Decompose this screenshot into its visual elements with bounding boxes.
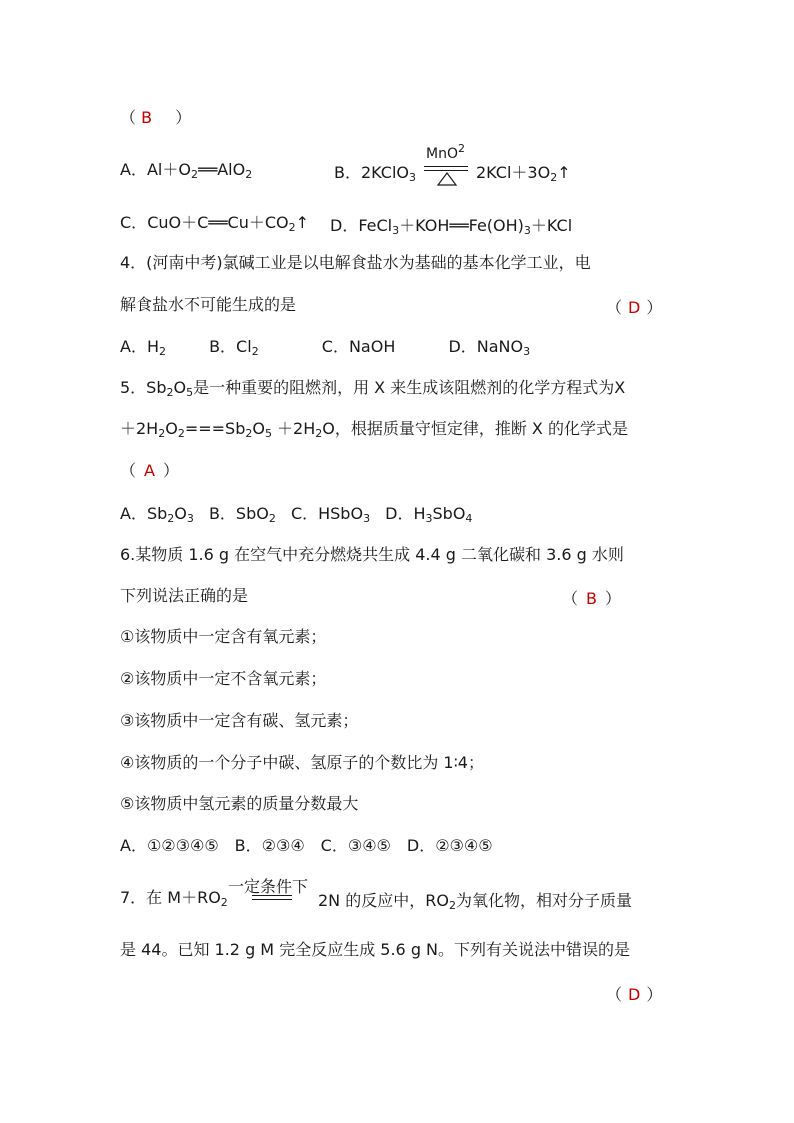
q5-stem-line1	[120, 378, 625, 398]
option-d: D．H	[385, 504, 426, 523]
subscript: 2	[245, 427, 253, 440]
paren-open: （	[606, 985, 623, 1004]
q4-stem-line1: 4．(河南中考)氯碱工业是以电解食盐水为基础的基本化学工业，电	[120, 253, 591, 272]
q7-condition: 一定条件下	[228, 877, 309, 896]
stem-text: ===Sb	[184, 419, 246, 438]
q3-option-b-product	[476, 160, 571, 183]
subscript: 2	[550, 171, 558, 184]
paren-open: （	[606, 298, 623, 317]
stem-text: 为氧化物，相对分子质量	[455, 891, 632, 910]
subscript: 2	[158, 345, 166, 358]
reaction-bar	[424, 166, 468, 167]
q3-option-d	[330, 213, 572, 236]
stem-text: O，根据质量守恒定律，推断 X 的化学式是	[322, 419, 628, 438]
q6-stem-line1: 6.某物质 1.6 g 在空气中充分燃烧共生成 4.4 g 二氧化碳和 3.6 g 水则	[120, 545, 624, 564]
subscript: 2	[190, 168, 198, 181]
subscript: 2	[220, 896, 228, 909]
subscript: 3	[523, 224, 531, 237]
formula-text: ══AlO	[197, 160, 246, 179]
q3-option-c	[120, 213, 309, 233]
q6-statement-1: ①该物质中一定含有氧元素；	[120, 627, 327, 646]
stem-text: 5．Sb	[120, 378, 167, 397]
paren-open: （	[562, 589, 579, 608]
formula-text: ＋KOH══Fe(OH)	[399, 216, 524, 235]
q4-answer	[606, 295, 662, 318]
q6-statement-4: ④该物质的一个分子中碳、氢原子的个数比为 1∶4；	[120, 753, 484, 772]
q3-condition-catalyst	[426, 142, 465, 162]
q5-stem-line2	[120, 419, 628, 439]
q7-stem-line1-right	[318, 888, 632, 911]
formula-text: 2KClO	[360, 163, 409, 182]
formula-text: O	[174, 504, 187, 523]
option-d: D．NaNO	[448, 337, 524, 356]
subscript: 2	[268, 512, 276, 525]
subscript: 2	[315, 427, 323, 440]
reaction-bar	[252, 899, 292, 900]
formula-text: 2KCl＋3O	[476, 163, 551, 182]
superscript: 2	[457, 142, 465, 155]
stem-text: 是一种重要的阻燃剂，用 X 来生成该阻燃剂的化学方程式为X	[193, 378, 626, 397]
formula-text: SbO	[432, 504, 466, 523]
subscript: 3	[392, 224, 400, 237]
subscript: 2	[288, 221, 296, 234]
subscript: 3	[186, 512, 194, 525]
q6-options: A．①②③④⑤ B．②③④ C．③④⑤ D．②③④⑤	[120, 836, 493, 855]
subscript: 3	[409, 171, 416, 184]
paren-open: （	[120, 108, 137, 127]
q6-stem-line2: 下列说法正确的是	[120, 586, 249, 605]
stem-text: 7．在 M＋RO	[120, 888, 221, 907]
option-a: A．Sb	[120, 504, 168, 523]
formula-text: ＋KCl	[530, 216, 573, 235]
q5-options	[120, 504, 472, 524]
subscript: 2	[167, 512, 175, 525]
stem-text: O	[252, 419, 265, 438]
subscript: 2	[448, 899, 456, 912]
q3-option-a	[120, 160, 252, 180]
answer-letter: B	[586, 589, 597, 608]
subscript: 5	[264, 427, 272, 440]
q7-stem-line1-left	[120, 888, 228, 908]
subscript: 4	[465, 512, 473, 525]
answer-letter: D	[628, 985, 641, 1004]
subscript: 2	[251, 345, 259, 358]
option-label: A．	[120, 160, 147, 179]
option-c: C．NaOH	[321, 337, 396, 356]
reaction-bar	[424, 170, 468, 171]
subscript: 2	[245, 168, 253, 181]
stem-text: 2N 的反应中，RO	[318, 891, 449, 910]
q5-answer	[120, 461, 179, 481]
option-label: B．	[334, 163, 361, 182]
q7-answer	[606, 982, 662, 1005]
option-label: D．	[330, 216, 359, 235]
stem-text: O	[173, 378, 187, 397]
formula-text: Al＋O	[146, 160, 191, 179]
stem-text: O	[165, 419, 178, 438]
q6-answer	[562, 586, 621, 609]
answer-letter: D	[628, 298, 641, 317]
heat-triangle-icon	[437, 172, 457, 186]
q6-statement-3: ③该物质中一定含有碳、氢元素；	[120, 711, 359, 730]
q7-stem-line2: 是 44。已知 1.2 g M 完全反应生成 5.6 g N。下列有关说法中错误的是	[120, 940, 631, 959]
subscript: 2	[158, 427, 166, 440]
subscript: 2	[166, 386, 174, 399]
answer-letter: A	[144, 461, 155, 480]
paren-close: ）	[605, 589, 622, 608]
q3-answer-line	[120, 108, 191, 128]
option-a: A．H	[120, 337, 159, 356]
option-label: C．	[120, 213, 148, 232]
paren-close: ）	[162, 461, 179, 480]
paren-close: ）	[646, 985, 663, 1004]
catalyst-text: MnO	[426, 146, 458, 162]
option-c: C．HSbO	[290, 504, 364, 523]
stem-text: ＋2H	[271, 419, 316, 438]
formula-text: CuO＋C══Cu＋CO	[147, 213, 289, 232]
arrow-up-icon: ↑	[557, 163, 571, 182]
subscript: 2	[177, 427, 185, 440]
subscript: 3	[363, 512, 371, 525]
subscript: 3	[523, 345, 531, 358]
option-b: B．SbO	[208, 504, 269, 523]
q4-stem-line2: 解食盐水不可能生成的是	[120, 295, 297, 314]
formula-text: FeCl	[358, 216, 393, 235]
q3-answer: B	[141, 108, 153, 127]
arrow-up-icon: ↑	[295, 213, 310, 232]
option-b: B．Cl	[209, 337, 252, 356]
subscript: 5	[186, 386, 194, 399]
paren-close: ）	[646, 298, 663, 317]
subscript: 3	[425, 512, 433, 525]
q6-statement-2: ②该物质中一定不含氧元素；	[120, 669, 327, 688]
paren-close: ）	[175, 108, 192, 127]
reaction-bar	[252, 895, 292, 896]
q6-statement-5: ⑤该物质中氢元素的质量分数最大	[120, 794, 359, 813]
q4-options	[120, 337, 530, 357]
paren-open: （	[120, 461, 137, 480]
q3-option-b	[334, 160, 416, 183]
stem-text: ＋2H	[120, 419, 159, 438]
